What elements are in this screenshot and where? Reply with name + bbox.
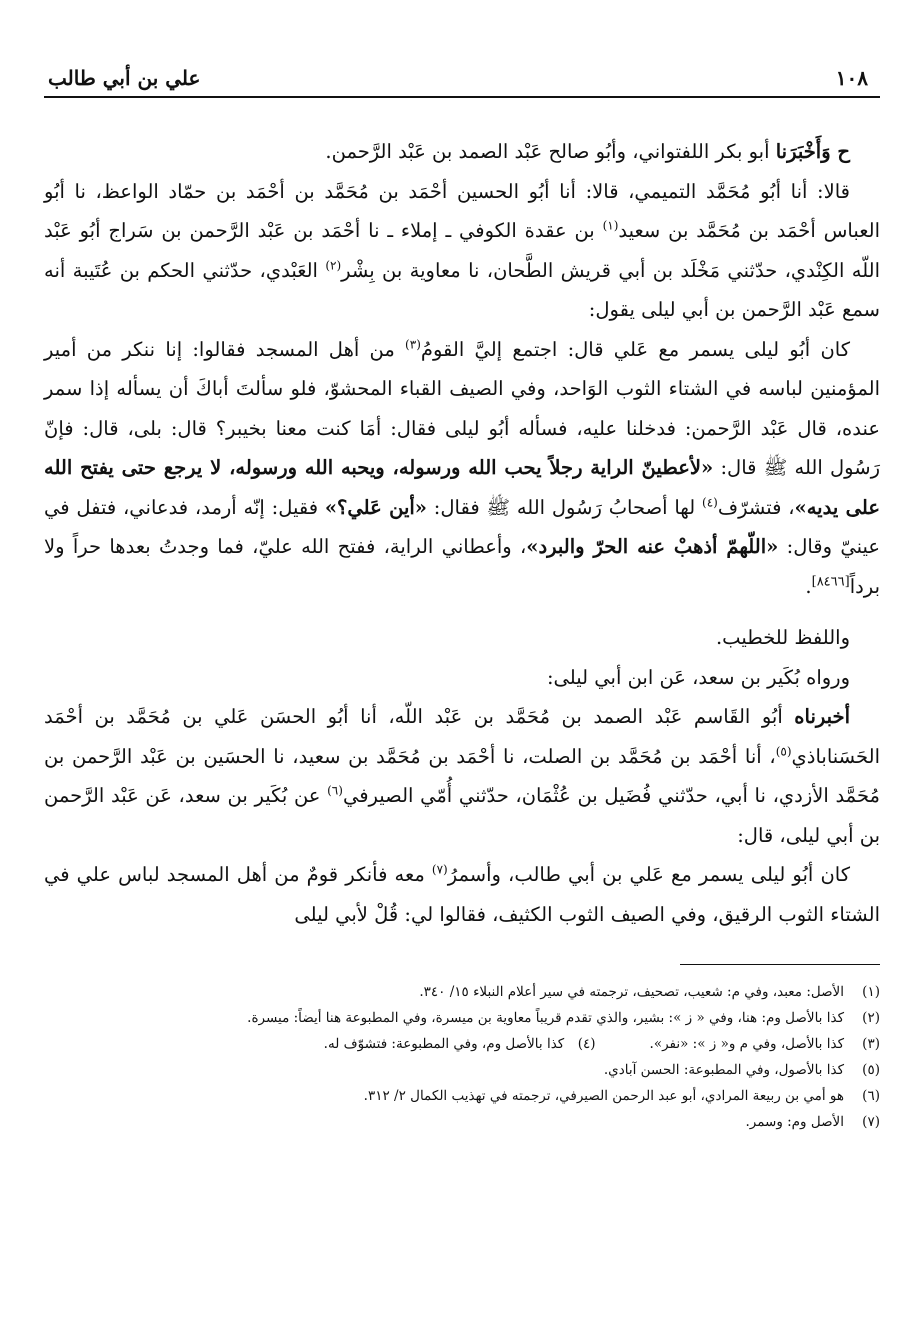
footnote (44, 979, 880, 1005)
text-run: ، أنا أحْمَد بن مُحَمَّد بن الصلت، نا أحْمَد بن مُحَمَّد بن سعيد، نا الحسَين بن عَبْد الرَّحمن بن مُحَمَّد الأزدي، نا أبي، حدّثني فُضَيل بن عُثْمَان، حدّثني أُمّي الصيرفي (44, 744, 880, 807)
footnote (44, 1057, 880, 1083)
footnote-text-wrap (44, 1005, 844, 1031)
hadith-number: [٨٤٦٦] (811, 574, 850, 589)
emphasized-text: «لأعطينّ الراية رجلاً يحب الله ورسوله، ويحبه الله ورسوله، لا يرجع حتى يفتح الله على يديه» (44, 456, 880, 519)
footnote-text: كذا بالأصل وم: هنا، وفي « ز »: بشير، والذي تقدم قريباً معاوية بن ميسرة، وفي المطبوعة هنا أيضاً: ميسرة. (247, 1010, 844, 1026)
footnote-text: الأصل: معبد، وفي م: شعيب، تصحيف، ترجمته في سير أعلام النبلاء ١٥/ ٣٤٠. (419, 984, 844, 1000)
footnote-reference: (٢) (325, 258, 342, 272)
footnote (44, 1109, 880, 1135)
running-title: علي بن أبي طالب (48, 66, 201, 90)
footnote-inline (324, 1031, 596, 1057)
footnote-text-wrap (44, 1109, 844, 1135)
footnote-number: (١) (862, 984, 880, 1000)
footnote (44, 1031, 880, 1057)
footnote-text-wrap (44, 1083, 844, 1109)
paragraph (44, 172, 880, 330)
footnote-number: (٦) (862, 1088, 880, 1104)
footnote-text: كذا بالأصل، وفي م و« ز »: «نفر». (649, 1036, 844, 1052)
paragraph (44, 330, 880, 607)
text-run: أبو بكر اللفتواني، وأبُو صالح عَبْد الصمد بن عَبْد الرَّحمن. (325, 140, 776, 163)
document-page (44, 56, 880, 1316)
emphasized-text: ح وَأَخْبَرَنا (775, 140, 850, 163)
footnote-reference: (٥) (775, 744, 792, 758)
footnote (44, 1083, 880, 1109)
text-run: معه فأنكر قومٌ من أهل المسجد لباس علي في الشتاء الثوب الرقيق، وفي الصيف الثوب الكثيف، فقالوا لي: قُلْ لأبي ليلى (44, 863, 880, 926)
footnote-text: هو أمي بن ربيعة المرادي، أبو عبد الرحمن الصيرفي، ترجمته في تهذيب الكمال ٢/ ٣١٢. (363, 1088, 844, 1104)
footnote-number: (٧) (862, 1114, 880, 1130)
footnote-reference: (٣) (405, 337, 421, 351)
footnote-number: (٥) (862, 1062, 880, 1078)
footnote (44, 1005, 880, 1031)
page-header (44, 56, 880, 98)
text-run: ، فتشرّف (717, 495, 795, 519)
footnote-number: (٢) (862, 1010, 880, 1026)
text-run: أبُو القَاسم عَبْد الصمد بن مُحَمَّد بن عَبْد اللّه، أنا أبُو الحسَن عَلي بن مُحَمَّد بن أحْمَد الحَسَناباذي (44, 705, 880, 768)
text-run: ، وأعطاني الراية، ففتح الله عليّ، فما وجدتُ بعدها حراً ولا برداً (44, 535, 880, 598)
text-run: عن بُكَير بن سعد، عَن عَبْد الرَّحمن بن أبي ليلى، قال: (44, 784, 880, 847)
footnote-text-wrap (44, 1057, 844, 1083)
main-text (44, 132, 880, 934)
footnote-text: الأصل وم: وسمر. (745, 1114, 844, 1130)
text-run: كان أبُو ليلى يسمر مع عَلي بن أبي طالب، وأسمرُ (447, 863, 850, 886)
footnote-text: كذا بالأصل وم، وفي المطبوعة: فتشوّف له. (323, 1036, 565, 1052)
text-run: ورواه بُكَير بن سعد، عَن ابن أبي ليلى: (546, 665, 850, 689)
footnote-reference: (٦) (327, 783, 343, 798)
footnote-text-wrap (44, 1031, 844, 1057)
footnote-number: (٣) (862, 1036, 880, 1052)
text-run: واللفظ للخطيب. (715, 626, 850, 649)
text-run: كان أبُو ليلى يسمر مع عَلي قال: اجتمع إليَّ القومُ (420, 337, 850, 361)
text-run: بن عقدة الكوفي ـ إملاء ـ نا أحْمَد بن عَبْد الرَّحمن بن سَراج أبُو عَبْد اللّه الكِنْدي، حدّثني مَخْلَد بن أبي قريش الطَّحان، نا معاوية بن بِشْر (44, 219, 881, 282)
footnote-reference: (١) (602, 218, 619, 233)
paragraph (44, 658, 880, 698)
paragraph (44, 697, 880, 855)
text-run: العَبْدي، حدّثني الحكم بن عُتَيبة أنه سمع عَبْد الرَّحمن بن أبي ليلى يقول: (44, 258, 880, 321)
emphasized-text: «اللّهمّ أذهبْ عنه الحرّ والبرد» (526, 535, 779, 558)
paragraph (44, 618, 880, 658)
footnote-reference: (٤) (702, 495, 718, 509)
text-run: . (805, 574, 812, 598)
emphasized-text: «أين عَلي؟» (324, 495, 427, 519)
paragraph (44, 132, 880, 172)
text-run: فقيل: إنّه أرمد، فدعاني، فتفل في عينيّ وقال: (44, 495, 880, 558)
text-run: قالا: أنا أبُو مُحَمَّد التميمي، قالا: أنا أبُو الحسين أحْمَد بن مُحَمَّد بن أحْمَد بن حمّاد الواعظ، نا أبُو العباس أحْمَد بن مُحَمَّد بن سعيد (44, 179, 880, 242)
emphasized-text: أخبرناه (794, 705, 850, 728)
footnotes (44, 979, 880, 1135)
text-run: من أهل المسجد فقالوا: إنا ننكر من أمير المؤمنين لباسه في الشتاء الثوب الوَاحد، وفي الصيف القباء المحشوّ، فلو سألتَ أباكَ أن يسأله إذا سمر عنده، قال عَبْد الرَّحمن: فدخلنا عليه، فسأله أبُو ليلى فقال: أمَا كنت معنا بخيبر؟ قال: بلى، قال: فإنّ رَسُول الله ﷺ قال: (44, 337, 880, 479)
footnote-text-wrap (44, 979, 844, 1005)
footnote-text: كذا بالأصول، وفي المطبوعة: الحسن آبادي. (603, 1062, 844, 1078)
text-run: لها أصحابُ رَسُول الله ﷺ فقال: (427, 495, 703, 519)
footnote-divider (680, 964, 880, 965)
page-number: ١٠٨ (835, 66, 868, 90)
footnote-reference: (٧) (431, 862, 448, 877)
footnote-number: (٤) (577, 1036, 596, 1052)
paragraph (44, 855, 880, 934)
